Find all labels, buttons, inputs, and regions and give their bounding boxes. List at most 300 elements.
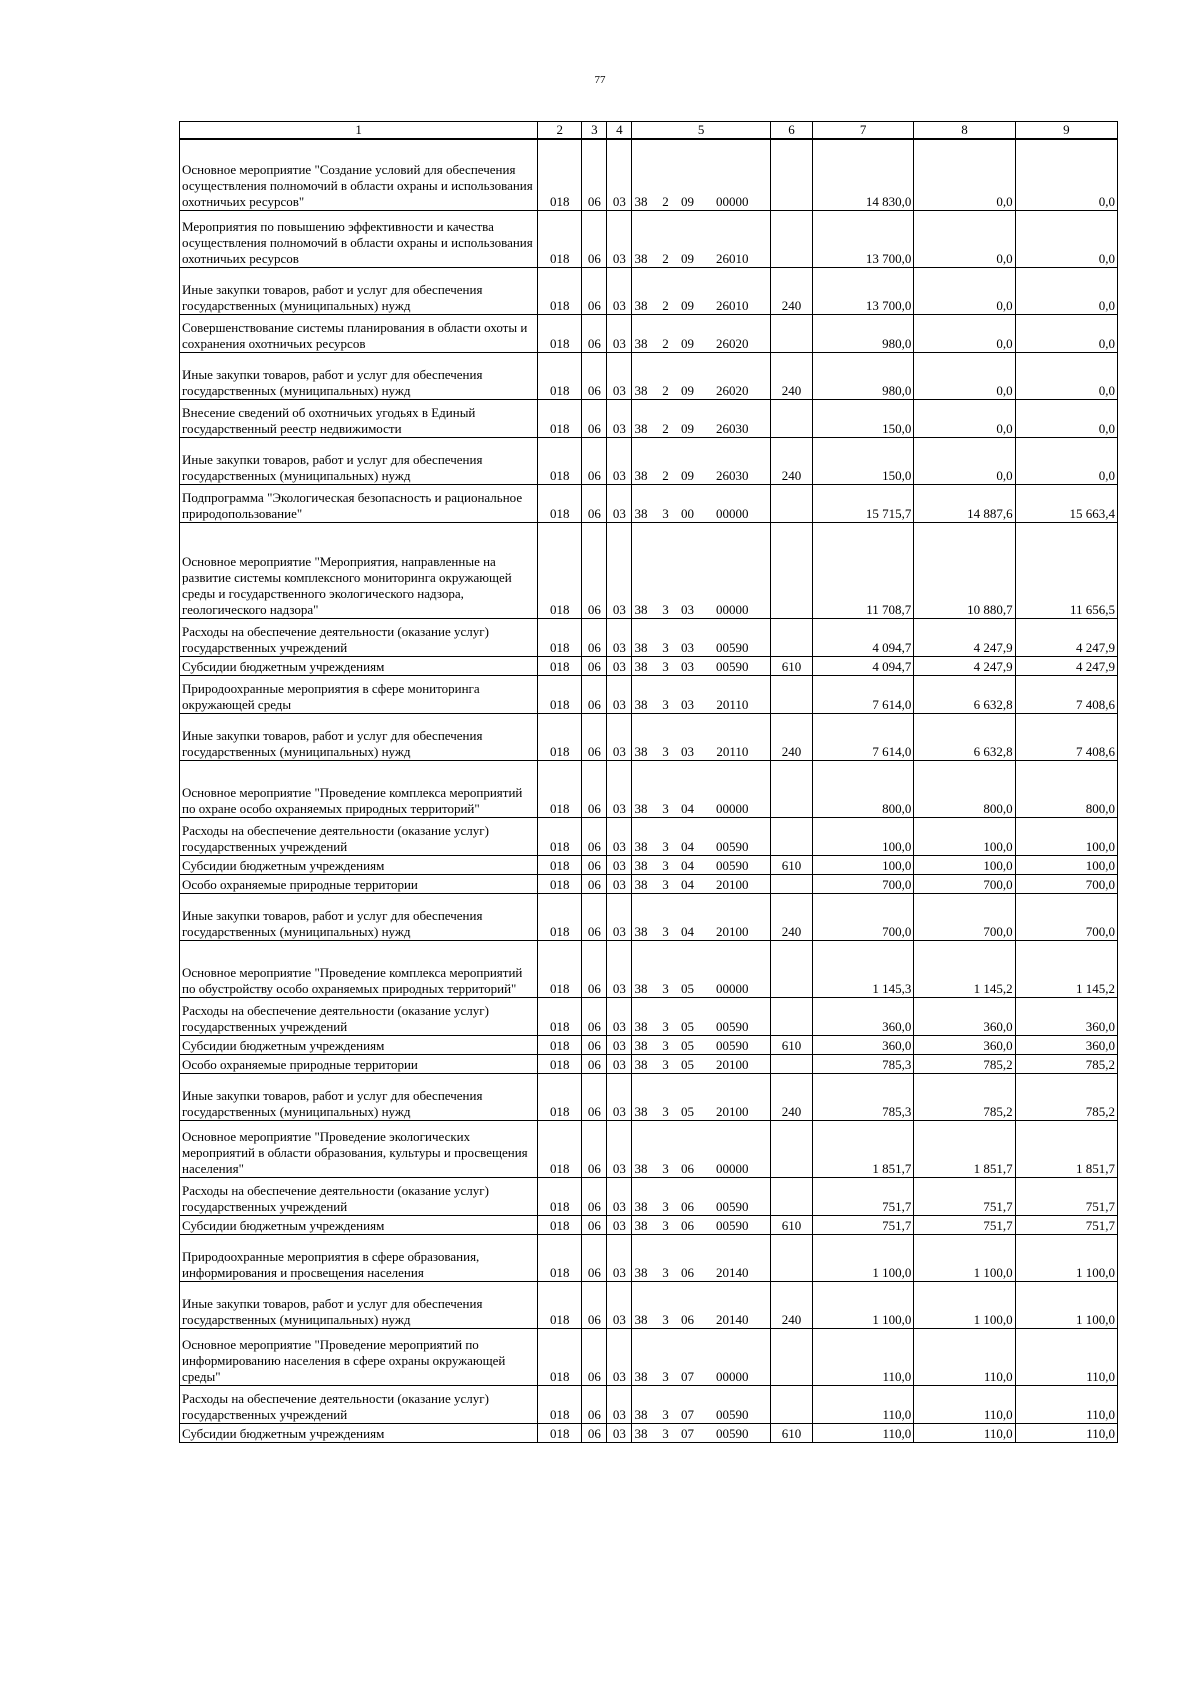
row-name: Совершенствование системы планирования в области охоты и сохранения охотничьих ресурсов	[180, 314, 538, 352]
row-expense-type	[770, 1328, 812, 1385]
row-expense-type: 240	[770, 267, 812, 314]
row-subsection-code: 03	[607, 713, 632, 760]
row-name: Субсидии бюджетным учреждениям	[180, 1035, 538, 1054]
table-row	[180, 1423, 1118, 1442]
row-amount-year2: 0,0	[914, 437, 1015, 484]
row-name: Иные закупки товаров, работ и услуг для обеспечения государственных (муниципальных) нужд	[180, 893, 538, 940]
row-expense-type: 240	[770, 1073, 812, 1120]
row-ministry-code: 018	[538, 656, 582, 675]
row-name: Природоохранные мероприятия в сфере образования, информирования и просвещения населения	[180, 1234, 538, 1281]
program-code-part: 00590	[715, 1198, 749, 1214]
row-name: Субсидии бюджетным учреждениям	[180, 1423, 538, 1442]
row-amount-year3: 1 100,0	[1015, 1281, 1117, 1328]
row-amount-year3: 4 247,9	[1015, 618, 1117, 656]
program-code-part: 3	[662, 743, 669, 759]
row-program-code	[632, 675, 770, 713]
row-amount-year1: 1 851,7	[813, 1120, 914, 1177]
row-program-code	[632, 399, 770, 437]
row-amount-year2: 700,0	[914, 893, 1015, 940]
row-expense-type	[770, 1177, 812, 1215]
row-subsection-code: 03	[607, 1073, 632, 1120]
row-amount-year1: 700,0	[813, 874, 914, 893]
program-code-part: 03	[680, 658, 694, 674]
row-section-code: 06	[582, 997, 607, 1035]
row-amount-year2: 100,0	[914, 855, 1015, 874]
program-code-part: 2	[662, 467, 669, 483]
row-subsection-code: 03	[607, 855, 632, 874]
row-subsection-code: 03	[607, 522, 632, 618]
row-subsection-code: 03	[607, 1385, 632, 1423]
row-amount-year2: 14 887,6	[914, 484, 1015, 522]
row-subsection-code: 03	[607, 675, 632, 713]
table-row	[180, 484, 1118, 522]
row-amount-year1: 14 830,0	[813, 139, 914, 210]
row-amount-year2: 0,0	[914, 267, 1015, 314]
row-amount-year3: 0,0	[1015, 352, 1117, 399]
row-ministry-code: 018	[538, 893, 582, 940]
program-code-part: 38	[634, 696, 648, 712]
program-code-part: 20140	[715, 1311, 749, 1327]
header-cell: 1	[180, 122, 538, 140]
row-amount-year1: 980,0	[813, 314, 914, 352]
row-ministry-code: 018	[538, 817, 582, 855]
program-code-part: 06	[680, 1311, 694, 1327]
row-program-code	[632, 713, 770, 760]
page-number: 77	[594, 74, 606, 86]
row-program-code	[632, 997, 770, 1035]
program-code-part: 04	[680, 857, 694, 873]
row-amount-year1: 1 100,0	[813, 1281, 914, 1328]
program-code-part: 38	[634, 743, 648, 759]
table-row	[180, 713, 1118, 760]
header-cell: 8	[914, 122, 1015, 140]
program-code-part: 05	[680, 1037, 694, 1053]
row-subsection-code: 03	[607, 399, 632, 437]
program-code-part: 38	[634, 250, 648, 266]
program-code-part: 00590	[715, 1217, 749, 1233]
row-ministry-code: 018	[538, 713, 582, 760]
row-amount-year2: 6 632,8	[914, 713, 1015, 760]
program-code-part: 00590	[715, 1037, 749, 1053]
row-section-code: 06	[582, 1328, 607, 1385]
table-row	[180, 1177, 1118, 1215]
row-expense-type	[770, 874, 812, 893]
program-code-part: 38	[634, 1160, 648, 1176]
row-ministry-code: 018	[538, 314, 582, 352]
table-body	[180, 139, 1118, 1442]
row-amount-year2: 110,0	[914, 1385, 1015, 1423]
row-amount-year2: 100,0	[914, 817, 1015, 855]
row-amount-year1: 751,7	[813, 1177, 914, 1215]
table-row	[180, 1234, 1118, 1281]
row-subsection-code: 03	[607, 1423, 632, 1442]
table-row	[180, 940, 1118, 997]
table-row	[180, 1215, 1118, 1234]
row-amount-year1: 360,0	[813, 1035, 914, 1054]
program-code-part: 09	[680, 250, 694, 266]
row-amount-year2: 1 100,0	[914, 1234, 1015, 1281]
program-code-part: 09	[680, 420, 694, 436]
row-section-code: 06	[582, 713, 607, 760]
row-amount-year3: 1 851,7	[1015, 1120, 1117, 1177]
row-program-code	[632, 874, 770, 893]
row-subsection-code: 03	[607, 817, 632, 855]
program-code-part: 3	[662, 857, 669, 873]
program-code-part: 3	[662, 1217, 669, 1233]
row-section-code: 06	[582, 1120, 607, 1177]
row-program-code	[632, 1073, 770, 1120]
row-expense-type	[770, 817, 812, 855]
row-expense-type: 610	[770, 656, 812, 675]
row-ministry-code: 018	[538, 352, 582, 399]
program-code-part: 00000	[715, 601, 749, 617]
row-amount-year3: 785,2	[1015, 1054, 1117, 1073]
row-amount-year2: 110,0	[914, 1328, 1015, 1385]
row-program-code	[632, 1177, 770, 1215]
table-row	[180, 618, 1118, 656]
row-amount-year1: 110,0	[813, 1328, 914, 1385]
program-code-part: 00	[680, 505, 694, 521]
row-ministry-code: 018	[538, 855, 582, 874]
row-expense-type: 240	[770, 352, 812, 399]
row-amount-year3: 800,0	[1015, 760, 1117, 817]
program-code-part: 3	[662, 1198, 669, 1214]
program-code-part: 06	[680, 1217, 694, 1233]
row-ministry-code: 018	[538, 1423, 582, 1442]
row-program-code	[632, 1035, 770, 1054]
row-program-code	[632, 352, 770, 399]
row-program-code	[632, 855, 770, 874]
row-amount-year2: 800,0	[914, 760, 1015, 817]
row-ministry-code: 018	[538, 1073, 582, 1120]
row-amount-year1: 700,0	[813, 893, 914, 940]
row-name: Основное мероприятие "Проведение комплекса мероприятий по охране особо охраняемых природных территорий"	[180, 760, 538, 817]
program-code-part: 38	[634, 1198, 648, 1214]
row-amount-year2: 110,0	[914, 1423, 1015, 1442]
table-row	[180, 437, 1118, 484]
program-code-part: 38	[634, 1406, 648, 1422]
row-ministry-code: 018	[538, 1177, 582, 1215]
table-row	[180, 817, 1118, 855]
program-code-part: 38	[634, 1018, 648, 1034]
row-amount-year3: 751,7	[1015, 1215, 1117, 1234]
row-subsection-code: 03	[607, 352, 632, 399]
program-code-part: 3	[662, 1425, 669, 1441]
table-row	[180, 656, 1118, 675]
row-section-code: 06	[582, 1281, 607, 1328]
program-code-part: 38	[634, 382, 648, 398]
program-code-part: 26010	[715, 297, 749, 313]
row-expense-type	[770, 522, 812, 618]
row-expense-type	[770, 399, 812, 437]
row-section-code: 06	[582, 352, 607, 399]
row-name: Иные закупки товаров, работ и услуг для обеспечения государственных (муниципальных) нужд	[180, 713, 538, 760]
row-expense-type	[770, 139, 812, 210]
row-amount-year1: 100,0	[813, 855, 914, 874]
row-ministry-code: 018	[538, 267, 582, 314]
program-code-part: 06	[680, 1160, 694, 1176]
program-code-part: 09	[680, 382, 694, 398]
row-expense-type	[770, 484, 812, 522]
row-name: Расходы на обеспечение деятельности (оказание услуг) государственных учреждений	[180, 618, 538, 656]
row-subsection-code: 03	[607, 997, 632, 1035]
table-row	[180, 352, 1118, 399]
row-amount-year1: 150,0	[813, 399, 914, 437]
table-row	[180, 1281, 1118, 1328]
program-code-part: 3	[662, 1037, 669, 1053]
program-code-part: 2	[662, 193, 669, 209]
row-amount-year2: 785,2	[914, 1054, 1015, 1073]
row-amount-year1: 13 700,0	[813, 210, 914, 267]
program-code-part: 3	[662, 923, 669, 939]
row-name: Иные закупки товаров, работ и услуг для обеспечения государственных (муниципальных) нужд	[180, 267, 538, 314]
program-code-part: 04	[680, 923, 694, 939]
program-code-part: 38	[634, 658, 648, 674]
row-subsection-code: 03	[607, 656, 632, 675]
row-name: Расходы на обеспечение деятельности (оказание услуг) государственных учреждений	[180, 817, 538, 855]
row-subsection-code: 03	[607, 139, 632, 210]
row-amount-year2: 4 247,9	[914, 618, 1015, 656]
row-name: Иные закупки товаров, работ и услуг для обеспечения государственных (муниципальных) нужд	[180, 1073, 538, 1120]
row-ministry-code: 018	[538, 522, 582, 618]
program-code-part: 2	[662, 335, 669, 351]
table-row	[180, 855, 1118, 874]
header-cell: 3	[582, 122, 607, 140]
program-code-part: 20140	[715, 1264, 749, 1280]
row-amount-year3: 0,0	[1015, 267, 1117, 314]
row-amount-year3: 1 100,0	[1015, 1234, 1117, 1281]
row-subsection-code: 03	[607, 484, 632, 522]
row-ministry-code: 018	[538, 210, 582, 267]
program-code-part: 38	[634, 335, 648, 351]
program-code-part: 00590	[715, 857, 749, 873]
program-code-part: 38	[634, 1103, 648, 1119]
row-ministry-code: 018	[538, 1215, 582, 1234]
program-code-part: 2	[662, 420, 669, 436]
row-subsection-code: 03	[607, 1054, 632, 1073]
program-code-part: 20110	[716, 696, 749, 712]
program-code-part: 00000	[715, 505, 749, 521]
row-section-code: 06	[582, 618, 607, 656]
table-row	[180, 1328, 1118, 1385]
row-ministry-code: 018	[538, 618, 582, 656]
row-amount-year2: 0,0	[914, 399, 1015, 437]
row-section-code: 06	[582, 1054, 607, 1073]
row-ministry-code: 018	[538, 1234, 582, 1281]
row-name: Иные закупки товаров, работ и услуг для обеспечения государственных (муниципальных) нужд	[180, 1281, 538, 1328]
program-code-part: 07	[680, 1368, 694, 1384]
program-code-part: 05	[680, 1018, 694, 1034]
row-subsection-code: 03	[607, 940, 632, 997]
program-code-part: 38	[634, 601, 648, 617]
row-section-code: 06	[582, 139, 607, 210]
program-code-part: 38	[634, 980, 648, 996]
program-code-part: 26010	[715, 250, 749, 266]
program-code-part: 00590	[715, 658, 749, 674]
program-code-part: 09	[680, 467, 694, 483]
row-amount-year3: 110,0	[1015, 1385, 1117, 1423]
row-ministry-code: 018	[538, 1385, 582, 1423]
row-name: Подпрограмма "Экологическая безопасность и рациональное природопользование"	[180, 484, 538, 522]
row-amount-year3: 0,0	[1015, 437, 1117, 484]
table-row	[180, 1054, 1118, 1073]
row-amount-year3: 700,0	[1015, 874, 1117, 893]
row-amount-year3: 700,0	[1015, 893, 1117, 940]
row-program-code	[632, 1328, 770, 1385]
program-code-part: 38	[634, 857, 648, 873]
row-amount-year1: 7 614,0	[813, 675, 914, 713]
program-code-part: 05	[680, 980, 694, 996]
program-code-part: 38	[634, 505, 648, 521]
row-section-code: 06	[582, 940, 607, 997]
header-cell: 7	[813, 122, 914, 140]
row-program-code	[632, 314, 770, 352]
row-ministry-code: 018	[538, 437, 582, 484]
row-amount-year1: 4 094,7	[813, 656, 914, 675]
program-code-part: 00590	[715, 1425, 749, 1441]
program-code-part: 38	[634, 1368, 648, 1384]
row-amount-year2: 751,7	[914, 1177, 1015, 1215]
row-ministry-code: 018	[538, 1120, 582, 1177]
row-name: Субсидии бюджетным учреждениям	[180, 1215, 538, 1234]
row-section-code: 06	[582, 267, 607, 314]
row-program-code	[632, 267, 770, 314]
row-program-code	[632, 1281, 770, 1328]
row-name: Субсидии бюджетным учреждениям	[180, 855, 538, 874]
program-code-part: 03	[680, 601, 694, 617]
row-subsection-code: 03	[607, 1177, 632, 1215]
program-code-part: 3	[662, 601, 669, 617]
row-amount-year1: 800,0	[813, 760, 914, 817]
row-expense-type: 240	[770, 1281, 812, 1328]
row-subsection-code: 03	[607, 1215, 632, 1234]
table-row	[180, 874, 1118, 893]
row-expense-type: 240	[770, 893, 812, 940]
table-row	[180, 1120, 1118, 1177]
row-expense-type	[770, 1120, 812, 1177]
row-section-code: 06	[582, 1215, 607, 1234]
row-section-code: 06	[582, 1234, 607, 1281]
row-amount-year1: 100,0	[813, 817, 914, 855]
program-code-part: 2	[662, 250, 669, 266]
program-code-part: 3	[662, 1406, 669, 1422]
table-row	[180, 997, 1118, 1035]
row-amount-year3: 360,0	[1015, 1035, 1117, 1054]
table-row	[180, 675, 1118, 713]
row-amount-year1: 1 100,0	[813, 1234, 914, 1281]
header-cell: 5	[632, 122, 770, 140]
program-code-part: 07	[680, 1425, 694, 1441]
header-row	[180, 122, 1118, 140]
table-row	[180, 210, 1118, 267]
row-section-code: 06	[582, 1423, 607, 1442]
row-subsection-code: 03	[607, 760, 632, 817]
program-code-part: 38	[634, 639, 648, 655]
row-program-code	[632, 940, 770, 997]
program-code-part: 00000	[715, 800, 749, 816]
program-code-part: 26030	[715, 420, 749, 436]
row-amount-year3: 785,2	[1015, 1073, 1117, 1120]
row-program-code	[632, 760, 770, 817]
program-code-part: 3	[662, 1160, 669, 1176]
row-section-code: 06	[582, 874, 607, 893]
program-code-part: 09	[680, 193, 694, 209]
row-section-code: 06	[582, 855, 607, 874]
program-code-part: 03	[680, 743, 694, 759]
row-amount-year2: 785,2	[914, 1073, 1015, 1120]
program-code-part: 00590	[715, 1406, 749, 1422]
program-code-part: 38	[634, 1056, 648, 1072]
row-subsection-code: 03	[607, 314, 632, 352]
table-row	[180, 267, 1118, 314]
row-name: Особо охраняемые природные территории	[180, 874, 538, 893]
row-amount-year2: 700,0	[914, 874, 1015, 893]
row-section-code: 06	[582, 675, 607, 713]
row-amount-year2: 1 100,0	[914, 1281, 1015, 1328]
row-name: Субсидии бюджетным учреждениям	[180, 656, 538, 675]
program-code-part: 3	[662, 1056, 669, 1072]
program-code-part: 00000	[715, 1160, 749, 1176]
row-subsection-code: 03	[607, 1035, 632, 1054]
row-amount-year1: 110,0	[813, 1385, 914, 1423]
program-code-part: 38	[634, 923, 648, 939]
program-code-part: 38	[634, 800, 648, 816]
program-code-part: 20100	[715, 1056, 749, 1072]
row-section-code: 06	[582, 399, 607, 437]
row-amount-year2: 1 145,2	[914, 940, 1015, 997]
program-code-part: 04	[680, 838, 694, 854]
row-expense-type	[770, 314, 812, 352]
row-subsection-code: 03	[607, 210, 632, 267]
row-section-code: 06	[582, 1035, 607, 1054]
row-amount-year1: 7 614,0	[813, 713, 914, 760]
row-section-code: 06	[582, 1177, 607, 1215]
row-subsection-code: 03	[607, 874, 632, 893]
program-code-part: 04	[680, 800, 694, 816]
table-row	[180, 522, 1118, 618]
row-amount-year2: 1 851,7	[914, 1120, 1015, 1177]
row-name: Иные закупки товаров, работ и услуг для обеспечения государственных (муниципальных) нужд	[180, 437, 538, 484]
row-amount-year1: 4 094,7	[813, 618, 914, 656]
program-code-part: 3	[662, 505, 669, 521]
row-name: Расходы на обеспечение деятельности (оказание услуг) государственных учреждений	[180, 1385, 538, 1423]
program-code-part: 3	[662, 696, 669, 712]
program-code-part: 26030	[715, 467, 749, 483]
program-code-part: 20110	[716, 743, 749, 759]
row-section-code: 06	[582, 1385, 607, 1423]
program-code-part: 2	[662, 297, 669, 313]
program-code-part: 00000	[715, 1368, 749, 1384]
program-code-part: 2	[662, 382, 669, 398]
row-expense-type	[770, 675, 812, 713]
row-name: Основное мероприятие "Проведение мероприятий по информированию населения в сфере охраны окружающей среды"	[180, 1328, 538, 1385]
program-code-part: 3	[662, 639, 669, 655]
row-amount-year3: 0,0	[1015, 210, 1117, 267]
row-ministry-code: 018	[538, 399, 582, 437]
row-subsection-code: 03	[607, 618, 632, 656]
row-ministry-code: 018	[538, 675, 582, 713]
table-row	[180, 1035, 1118, 1054]
row-section-code: 06	[582, 210, 607, 267]
row-program-code	[632, 484, 770, 522]
row-ministry-code: 018	[538, 139, 582, 210]
row-expense-type	[770, 1054, 812, 1073]
row-expense-type: 610	[770, 1423, 812, 1442]
row-amount-year1: 785,3	[813, 1073, 914, 1120]
program-code-part: 38	[634, 467, 648, 483]
table-row	[180, 399, 1118, 437]
row-amount-year2: 0,0	[914, 139, 1015, 210]
